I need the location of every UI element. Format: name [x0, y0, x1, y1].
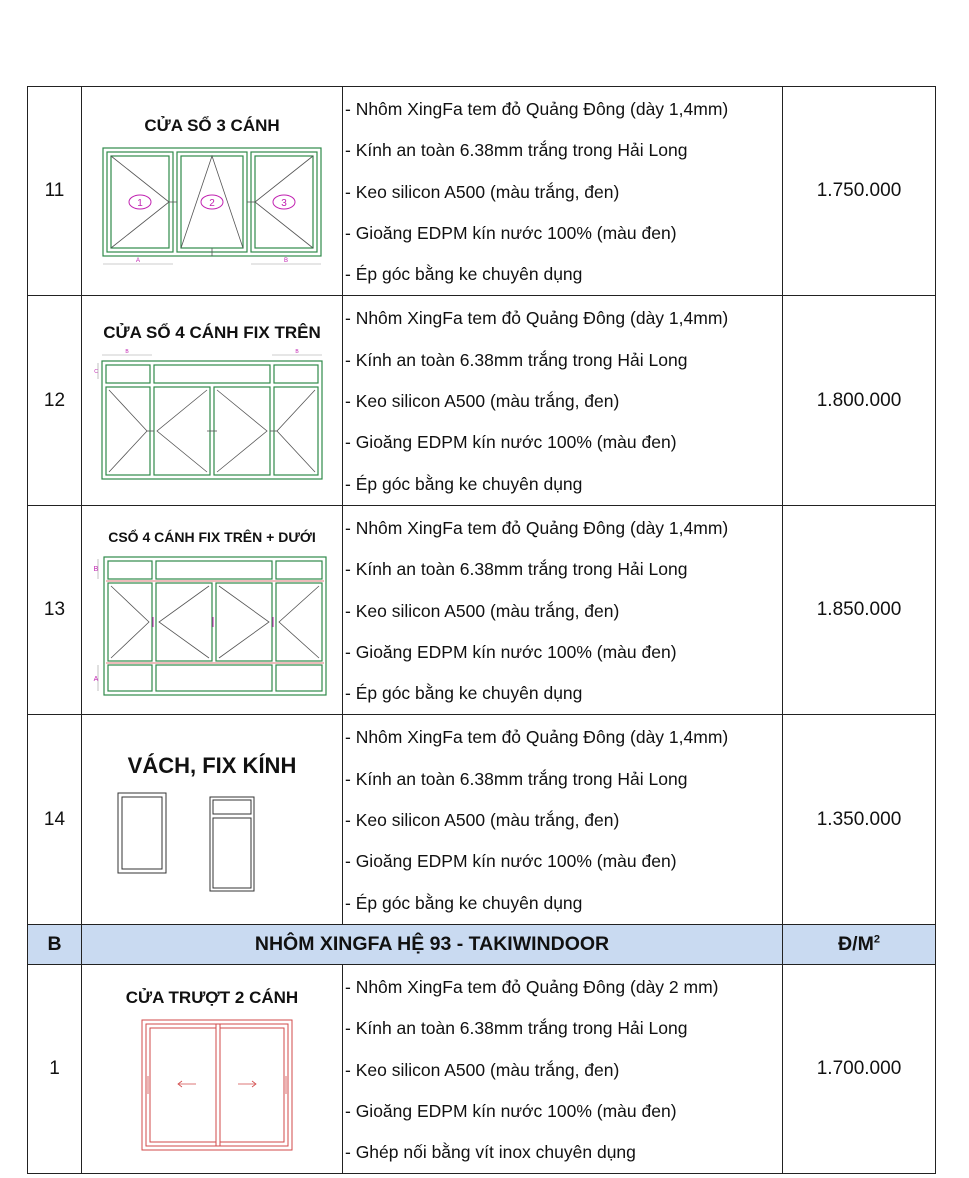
section-title: NHÔM XINGFA HỆ 93 - TAKIWINDOOR	[82, 924, 783, 964]
product-title: CỬA SỔ 4 CÁNH FIX TRÊN	[103, 322, 321, 342]
row-number: 12	[28, 296, 82, 505]
spec-item: - Kính an toàn 6.38mm trắng trong Hải Long	[345, 559, 688, 580]
price-value: 1.700.000	[783, 964, 936, 1173]
spec-item: - Gioăng EDPM kín nước 100% (màu đen)	[345, 1100, 677, 1121]
row-number: 11	[28, 87, 82, 296]
spec-cell	[343, 715, 783, 924]
product-title: CỬA SỔ 3 CÁNH	[144, 116, 280, 136]
table-row	[28, 296, 936, 505]
spec-item: - Kính an toàn 6.38mm trắng trong Hải Long	[345, 768, 688, 789]
spec-item: - Nhôm XingFa tem đỏ Quảng Đông (dày 1,4mm)	[345, 308, 729, 329]
spec-cell	[343, 505, 783, 714]
dimension-label: B	[295, 348, 299, 355]
spec-item: - Nhôm XingFa tem đỏ Quảng Đông (dày 1,4mm)	[345, 517, 729, 538]
spec-item: - Keo silicon A500 (màu trắng, đen)	[345, 600, 620, 621]
window-4-panel-fix-top-bottom-drawing	[92, 551, 332, 701]
spec-item: - Gioăng EDPM kín nước 100% (màu đen)	[345, 222, 677, 243]
spec-cell	[343, 87, 783, 296]
spec-item: - Ép góc bằng ke chuyên dụng	[345, 264, 583, 285]
panel-label: 2	[209, 198, 215, 210]
window-3-panel-drawing	[97, 142, 327, 272]
dimension-label: B	[93, 565, 99, 573]
spec-cell	[343, 296, 783, 505]
product-title: CỬA TRƯỢT 2 CÁNH	[125, 988, 299, 1008]
spec-item: - Nhôm XingFa tem đỏ Quảng Đông (dày 1,4mm)	[345, 99, 729, 119]
spec-item: - Keo silicon A500 (màu trắng, đen)	[345, 810, 620, 831]
spec-item: - Ghép nối bằng vít inox chuyên dụng	[345, 1142, 636, 1163]
spec-item: - Gioăng EDPM kín nước 100% (màu đen)	[345, 851, 677, 872]
dimension-label: B	[283, 258, 289, 265]
spec-item: - Kính an toàn 6.38mm trắng trong Hải Long	[345, 1018, 688, 1039]
product-title: VÁCH, FIX KÍNH	[127, 752, 297, 778]
spec-item: - Kính an toàn 6.38mm trắng trong Hải Long	[345, 140, 688, 161]
table-row	[28, 715, 936, 924]
product-cell	[82, 505, 343, 714]
panel-label: 3	[281, 198, 287, 210]
price-value: 1.850.000	[783, 505, 936, 714]
dimension-label: B	[125, 348, 129, 355]
spec-item: - Gioăng EDPM kín nước 100% (màu đen)	[345, 641, 677, 662]
product-cell	[82, 296, 343, 505]
spec-item: - Ép góc bằng ke chuyên dụng	[345, 473, 583, 494]
section-header-row	[28, 924, 936, 964]
spec-cell	[343, 964, 783, 1173]
product-cell	[82, 964, 343, 1173]
table-row	[28, 505, 936, 714]
table-row	[28, 964, 936, 1173]
section-unit	[783, 924, 936, 964]
sliding-door-2-panel-drawing	[92, 1014, 332, 1156]
spec-item: - Ép góc bằng ke chuyên dụng	[345, 892, 583, 913]
spec-item: - Gioăng EDPM kín nước 100% (màu đen)	[345, 432, 677, 453]
dimension-label: A	[135, 258, 141, 265]
spec-item: - Keo silicon A500 (màu trắng, đen)	[345, 1059, 620, 1080]
row-number: 13	[28, 505, 82, 714]
section-code: B	[28, 924, 82, 964]
row-number: 1	[28, 964, 82, 1173]
product-title: CSỔ 4 CÁNH FIX TRÊN + DƯỚI	[108, 528, 316, 545]
spec-item: - Nhôm XingFa tem đỏ Quảng Đông (dày 1,4mm)	[345, 727, 729, 748]
dimension-label: C	[94, 368, 98, 375]
product-cell	[82, 87, 343, 296]
spec-item: - Keo silicon A500 (màu trắng, đen)	[345, 391, 620, 412]
price-table	[27, 86, 936, 1174]
price-value: 1.750.000	[783, 87, 936, 296]
spec-item: - Ép góc bằng ke chuyên dụng	[345, 683, 583, 704]
price-value: 1.350.000	[783, 715, 936, 924]
spec-item: - Kính an toàn 6.38mm trắng trong Hải Long	[345, 349, 688, 370]
table-row	[28, 87, 936, 296]
spec-item: - Nhôm XingFa tem đỏ Quảng Đông (dày 2 mm)	[345, 976, 719, 997]
fixed-glass-panel-drawing	[92, 785, 332, 895]
unit-superscript: 2	[873, 933, 880, 946]
spec-item: - Keo silicon A500 (màu trắng, đen)	[345, 181, 620, 202]
dimension-label: A	[93, 675, 99, 683]
product-cell	[82, 715, 343, 924]
unit-text: Đ/M	[838, 932, 874, 955]
price-value: 1.800.000	[783, 296, 936, 505]
panel-label: 1	[137, 198, 143, 210]
row-number: 14	[28, 715, 82, 924]
window-4-panel-fix-top-drawing	[92, 349, 332, 485]
